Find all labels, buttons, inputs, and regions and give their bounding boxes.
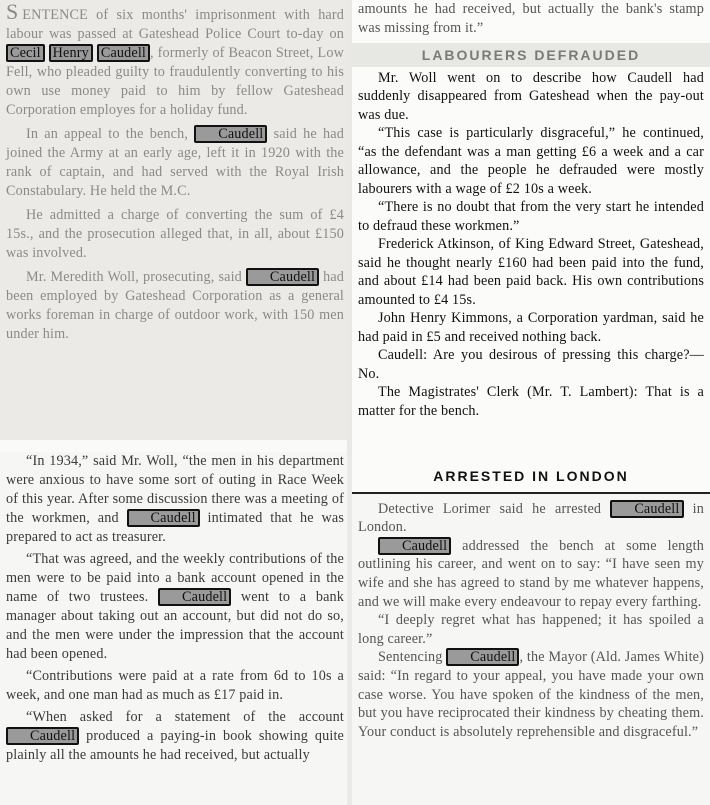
paragraph: amounts he had received, but actually the bank's stamp was missing from it.”: [358, 1, 704, 36]
paragraph: [358, 500, 704, 537]
clipping-col2-bottom: [352, 463, 710, 805]
drop-cap: S: [6, 0, 23, 24]
highlight-name-caudell[interactable]: Caudell: [446, 648, 519, 666]
highlight-name-caudell[interactable]: Caudell: [610, 500, 683, 518]
highlight-name-caudell[interactable]: Caudell: [97, 44, 150, 62]
paragraph: Frederick Atkinson, of King Edward Street, Gateshead, said he thought nearly £160 had been paid into the fund, and about £14 had been paid back. His own contributions amounted to £4 15s.: [358, 236, 704, 308]
paragraph: [358, 537, 704, 611]
paragraph: [358, 648, 704, 741]
paragraph-text: Mr. Meredith Woll, prosecuting, said: [26, 269, 242, 285]
paragraph: [6, 550, 344, 664]
column-divider: [347, 0, 352, 805]
paragraph: The Magistrates' Clerk (Mr. T. Lambert): That is a matter for the bench.: [358, 384, 704, 419]
paragraph: [6, 125, 344, 201]
paragraph: “This case is particularly disgraceful,” he continued, “as the defendant was a man getting £6 a week and a car allowance, and the people he defrauded were mostly labourers with a wage of £2 10s a week.: [358, 125, 704, 197]
highlight-name-henry[interactable]: Henry: [49, 44, 93, 62]
highlight-name-caudell[interactable]: Caudell: [127, 509, 200, 527]
paragraph-text: Sentencing: [378, 649, 443, 666]
paragraph: “I deeply regret what has happened; it has spoiled a long career.”: [358, 612, 704, 647]
highlight-name-cecil[interactable]: Cecil: [6, 44, 45, 62]
clipping-gap: [0, 440, 347, 452]
paragraph: [6, 268, 344, 344]
paragraph-text: “In 1934,” said Mr. Woll, “the men in his department were anxious to have some sort of outing in Race Week of this year. After some discussion there was a meeting of the workmen, and: [6, 453, 344, 526]
article-lead-paragraph: [6, 2, 344, 120]
highlight-name-caudell[interactable]: Caudell: [378, 537, 451, 555]
section-heading-arrested-in-london: ARRESTED IN LONDON: [352, 463, 710, 494]
paragraph: [6, 708, 344, 765]
paragraph-text: Detective Lorimer said he arrested: [378, 500, 602, 517]
highlight-name-caudell[interactable]: Caudell: [6, 727, 79, 745]
paragraph-text: went to a bank manager about taking out an account, but did not do so, and the men were under the impression that the account had been opened.: [6, 589, 344, 662]
clipping-col1-top: [0, 0, 347, 440]
paragraph-text: in London.: [358, 500, 705, 536]
highlight-name-caudell[interactable]: Caudell: [194, 125, 267, 143]
paragraph: “Contributions were paid at a rate from 6d to 10s a week, and one man had as much as £17 paid in.: [6, 668, 344, 703]
section-heading-labourers-defrauded: LABOURERS DEFRAUDED: [352, 43, 710, 67]
lead-text-cont: , formerly of Beacon Street, Low Fell, who pleaded guilty to fraudulently converting to his own use money paid to him by fellow Gateshead Corporation employes for a holiday fund.: [6, 45, 344, 118]
paragraph-text: produced a paying-in book showing quite plainly all the amounts he had received, but actually: [6, 728, 344, 763]
paragraph: [6, 452, 344, 547]
paragraph-text: intimated that he was prepared to act as treasurer.: [6, 510, 344, 545]
clipping-col2-top: [352, 0, 710, 463]
lead-text: ENTENCE of six months' imprisonment with hard labour was passed at Gateshead Police Court to-day on: [6, 7, 344, 42]
paragraph-text: said he had joined the Army at an early age, left it in 1920 with the rank of captain, and had served with the Royal Irish Constabulary. He held the M.C.: [6, 126, 344, 199]
paragraph: John Henry Kimmons, a Corporation yardman, said he had paid in £5 and received nothing back.: [358, 310, 704, 345]
paragraph-text: addressed the bench at some length outlining his career, and went on to say: “I have seen my wife and she has agreed to stand by me whatever happens, and we will make every endeavour to repay every farthing.: [358, 537, 704, 610]
clipping-col1-bottom: [0, 452, 347, 805]
paragraph: Caudell: Are you desirous of pressing this charge?—No.: [358, 347, 704, 382]
paragraph-text: “When asked for a statement of the account: [26, 709, 344, 725]
paragraph-text: “That was agreed, and the weekly contributions of the men were to be paid into a bank account opened in the name of two trustees.: [6, 551, 344, 605]
paragraph: He admitted a charge of converting the sum of £4 15s., and the prosecution alleged that, in all, about £150 was involved.: [6, 207, 344, 261]
paragraph: “There is no doubt that from the very start he intended to defraud these workmen.”: [358, 199, 704, 234]
paragraph-text: In an appeal to the bench,: [26, 126, 189, 142]
paragraph-text: , the Mayor (Ald. James White) said: “In regard to your appeal, you have made your own case worse. You have spoken of the kindness of the men, but you have reciprocated their kindness by cheating them. Your conduct is absolutely reprehensible and disgraceful.”: [358, 649, 705, 740]
paragraph-text: had been employed by Gateshead Corporation as a general works foreman in charge of outdoor work, with 150 men under him.: [6, 269, 345, 342]
paragraph: Mr. Woll went on to describe how Caudell had suddenly disappeared from Gateshead when the pay-out was due.: [358, 69, 704, 123]
highlight-name-caudell[interactable]: Caudell: [158, 588, 231, 606]
highlight-name-caudell[interactable]: Caudell: [246, 268, 319, 286]
